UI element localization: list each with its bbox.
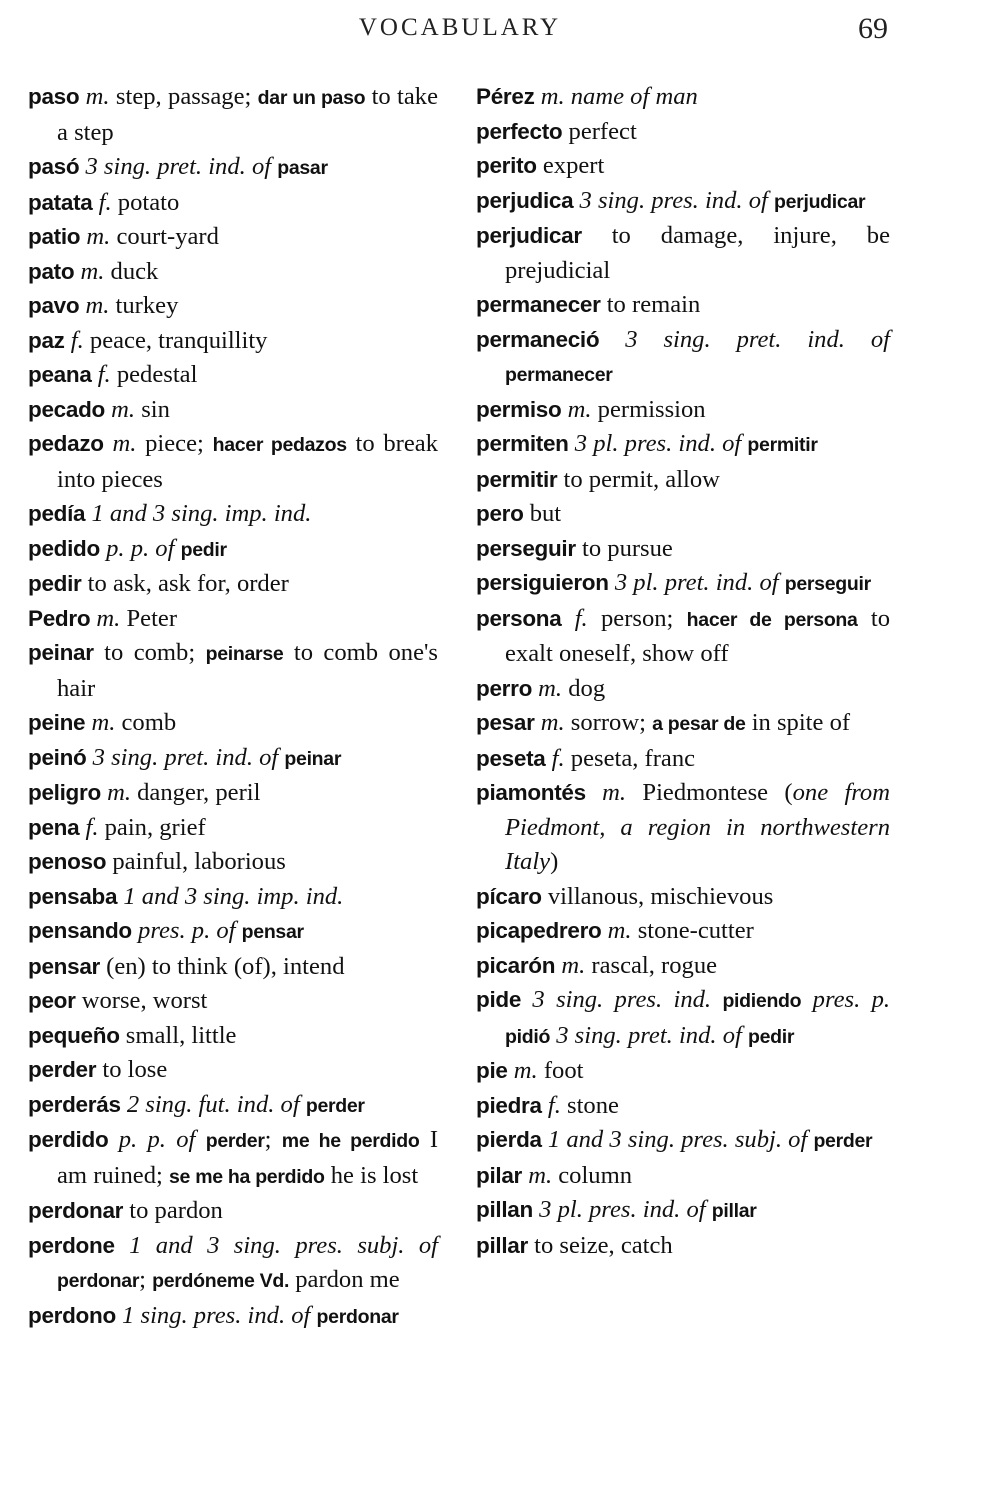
- vocabulary-entry: [28, 950, 438, 985]
- entry-definition-text: to damage, injure, be prejudicial: [505, 222, 890, 284]
- entry-headword: perfecto: [476, 118, 563, 144]
- entry-headword: pierda: [476, 1127, 542, 1152]
- vocabulary-entry: [28, 880, 438, 915]
- entry-definition-text: [801, 986, 812, 1013]
- entry-grammar-note: m.: [111, 395, 136, 423]
- entry-headword: pie: [476, 1058, 508, 1083]
- entry-grammar-note: 3 pl. pres. ind. of: [574, 430, 742, 457]
- entry-headword: Pérez: [476, 84, 535, 109]
- entry-grammar-note: m.: [86, 223, 111, 250]
- entry-definition-text: dog: [562, 674, 606, 702]
- entry-headword: pensar: [28, 953, 100, 979]
- entry-headword: perro: [476, 675, 533, 701]
- entry-grammar-note: 1 and 3 sing. pres. subj. of: [547, 1126, 808, 1153]
- vocabulary-entry: [28, 289, 438, 324]
- entry-definition-text: but: [523, 500, 562, 527]
- entry-grammar-note: f.: [70, 326, 84, 354]
- vocabulary-entry: [28, 567, 438, 602]
- entry-definition-text: peseta, franc: [564, 744, 696, 772]
- entry-grammar-note: 3 pl. pret. ind. of: [614, 569, 779, 596]
- vocabulary-entry: [476, 602, 890, 672]
- entry-bold-term: dar un paso: [257, 87, 366, 109]
- entry-headword: patata: [28, 189, 93, 215]
- vocabulary-entry: [28, 497, 438, 532]
- entry-headword: Pedro: [28, 605, 91, 631]
- entry-grammar-note: m.: [107, 779, 131, 806]
- entry-headword: perseguir: [476, 535, 576, 561]
- vocabulary-entry: [476, 219, 890, 288]
- entry-grammar-note: one from Piedmont, a region in northwestern Italy: [505, 779, 890, 875]
- vocabulary-entry: [28, 393, 438, 428]
- entry-headword: pilar: [476, 1162, 523, 1188]
- entry-definition-text: column: [552, 1161, 633, 1189]
- entry-grammar-note: 2 sing. fut. ind. of: [126, 1090, 300, 1118]
- entry-grammar-note: f.: [98, 188, 112, 216]
- entry-headword: picarón: [476, 952, 556, 978]
- entry-grammar-note: 1 and 3 sing. imp. ind.: [91, 500, 312, 527]
- entry-definition-text: he is lost: [324, 1161, 419, 1189]
- entry-grammar-note: m.: [540, 709, 565, 736]
- entry-bold-term: perder: [305, 1094, 365, 1117]
- entry-headword: permiso: [476, 396, 562, 422]
- entry-headword: permanecer: [476, 292, 601, 317]
- vocabulary-entry: [476, 149, 890, 184]
- entry-definition-text: [561, 605, 574, 632]
- entry-grammar-note: m.: [561, 951, 586, 979]
- entry-definition-text: villanous, mischievous: [541, 882, 774, 910]
- entry-headword: pícaro: [476, 883, 542, 909]
- vocabulary-column-left: [28, 80, 438, 1334]
- vocabulary-entry: [476, 776, 890, 880]
- entry-grammar-note: f.: [547, 1091, 561, 1119]
- entry-bold-term: perdonar: [316, 1305, 399, 1328]
- vocabulary-entry: [28, 150, 438, 186]
- entry-bold-term: se me ha perdido: [169, 1165, 325, 1188]
- vocabulary-entry: [28, 1019, 438, 1054]
- entry-definition-text: perfect: [562, 117, 637, 145]
- vocabulary-entry: [28, 1299, 438, 1335]
- entry-grammar-note: m.: [607, 917, 632, 944]
- running-head: VOCABULARY: [358, 18, 562, 41]
- entry-bold-term: pedir: [747, 1025, 795, 1048]
- vocabulary-entry: [476, 566, 890, 602]
- entry-definition-text: to comb one's hair: [57, 639, 438, 702]
- entry-definition-text: ;: [139, 1266, 153, 1293]
- entry-headword: paz: [28, 327, 65, 353]
- entry-definition-text: to seize, catch: [527, 1231, 673, 1259]
- entry-bold-term: pidiendo: [722, 990, 802, 1012]
- vocabulary-entry: [476, 914, 890, 949]
- entry-definition-text: court-yard: [110, 223, 219, 250]
- entry-definition-text: [599, 326, 625, 353]
- entry-definition-text: [115, 1232, 129, 1259]
- entry-grammar-note: 3 sing. pres. ind. of: [579, 186, 768, 214]
- entry-definition-text: piece;: [136, 430, 213, 457]
- vocabulary-entry: [28, 1053, 438, 1088]
- entry-definition-text: Piedmontese (: [626, 779, 793, 806]
- entry-headword: peligro: [28, 780, 101, 805]
- entry-bold-term: perder: [813, 1130, 873, 1152]
- vocabulary-entry: [476, 880, 890, 915]
- vocabulary-entry: [476, 1089, 890, 1124]
- vocabulary-entry: [476, 288, 890, 323]
- vocabulary-entry: [476, 115, 890, 150]
- entry-bold-term: peinarse: [205, 643, 284, 665]
- entry-headword: pecado: [28, 396, 105, 422]
- entry-headword: peinar: [28, 640, 94, 665]
- entry-definition-text: step, passage;: [109, 83, 258, 110]
- vocabulary-entry: [28, 324, 438, 359]
- entry-headword: perito: [476, 153, 537, 178]
- entry-headword: perdone: [28, 1232, 115, 1258]
- entry-grammar-note: f.: [97, 361, 111, 388]
- entry-bold-term: a pesar de: [652, 713, 746, 735]
- entry-grammar-note: 1 and 3 sing. pres. subj. of: [129, 1231, 438, 1259]
- entry-definition-text: to comb;: [93, 639, 206, 666]
- page-number: 69: [858, 18, 888, 45]
- entry-headword: permiten: [476, 431, 569, 456]
- entry-grammar-note: pres. p. of: [138, 917, 236, 944]
- entry-definition-text: [521, 986, 532, 1013]
- entry-definition-text: stone: [560, 1091, 619, 1119]
- vocabulary-entry: [28, 845, 438, 880]
- entry-headword: peana: [28, 362, 92, 387]
- entry-grammar-note: m. name of man: [540, 83, 698, 110]
- entry-headword: perdido: [28, 1127, 109, 1152]
- entry-bold-term: hacer pedazos: [212, 434, 347, 456]
- vocabulary-entry: [28, 776, 438, 811]
- entry-headword: pero: [476, 501, 524, 526]
- entry-definition-text: to pursue: [575, 534, 673, 562]
- entry-headword: pato: [28, 258, 75, 284]
- entry-grammar-note: 3 sing. pret. ind. of: [92, 743, 279, 771]
- entry-bold-term: perjudicar: [774, 190, 866, 213]
- entry-bold-term: pedir: [180, 538, 227, 561]
- entry-grammar-note: m.: [96, 604, 121, 632]
- vocabulary-entry: [476, 80, 890, 115]
- entry-grammar-note: f.: [574, 604, 588, 632]
- entry-headword: pedía: [28, 501, 86, 526]
- entry-definition-text: turkey: [109, 292, 179, 319]
- entry-headword: piamontés: [476, 780, 586, 805]
- vocabulary-entry: [476, 463, 890, 498]
- entry-bold-term: pasar: [277, 157, 328, 179]
- entry-definition-text: to break into pieces: [57, 430, 438, 493]
- vocabulary-entry: [476, 1229, 890, 1264]
- entry-bold-term: perseguir: [784, 573, 871, 595]
- vocabulary-entry: [476, 532, 890, 567]
- entry-headword: paso: [28, 84, 80, 109]
- entry-grammar-note: p. p. of: [118, 1126, 196, 1153]
- entry-bold-term: perdonar: [57, 1270, 140, 1292]
- vocabulary-entry: [28, 532, 438, 568]
- entry-grammar-note: 3 sing. pret. ind. of: [625, 325, 890, 353]
- entry-headword: patio: [28, 224, 81, 249]
- entry-headword: peseta: [476, 745, 546, 771]
- vocabulary-entry: [28, 186, 438, 221]
- entry-grammar-note: m.: [112, 430, 137, 457]
- entry-definition-text: permission: [591, 395, 706, 423]
- entry-bold-term: peinar: [284, 747, 342, 770]
- entry-bold-term: pillar: [711, 1200, 757, 1222]
- entry-headword: perderás: [28, 1091, 121, 1117]
- entry-grammar-note: 1 sing. pres. ind. of: [122, 1301, 311, 1329]
- entry-bold-term: permanecer: [505, 364, 613, 386]
- entry-grammar-note: m.: [528, 1161, 553, 1189]
- entry-definition-text: foot: [537, 1057, 584, 1084]
- entry-definition-text: pedestal: [110, 361, 198, 388]
- entry-definition-text: comb: [115, 709, 177, 736]
- vocabulary-entry: [476, 1159, 890, 1194]
- entry-headword: pasó: [28, 154, 80, 179]
- entry-definition-text: [711, 986, 722, 1013]
- vocabulary-entry: [28, 914, 438, 950]
- entry-grammar-note: 3 sing. pret. ind. of: [85, 153, 272, 180]
- entry-definition-text: small, little: [119, 1021, 237, 1049]
- entry-headword: peinó: [28, 744, 87, 770]
- vocabulary-entry: [476, 742, 890, 777]
- entry-headword: pedir: [28, 571, 82, 596]
- page-header: [0, 18, 1000, 52]
- entry-grammar-note: 3 sing. pres. ind.: [532, 986, 712, 1013]
- entry-headword: pesar: [476, 710, 535, 735]
- vocabulary-entry: [476, 1054, 890, 1089]
- vocabulary-entry: [28, 427, 438, 497]
- vocabulary-entry: [476, 184, 890, 220]
- entry-definition-text: I am ruined;: [57, 1126, 439, 1189]
- entry-headword: pensaba: [28, 883, 118, 909]
- entry-grammar-note: m.: [567, 395, 592, 423]
- entry-definition-text: to permit, allow: [557, 465, 720, 493]
- entry-bold-term: me he perdido: [281, 1130, 420, 1152]
- vocabulary-entry: [28, 741, 438, 777]
- entry-headword: perdono: [28, 1302, 116, 1328]
- entry-headword: perdonar: [28, 1198, 124, 1223]
- vocabulary-entry: [28, 1088, 438, 1124]
- entry-definition-text: ): [550, 848, 559, 875]
- vocabulary-entry: [476, 393, 890, 428]
- entry-grammar-note: pres. p.: [812, 986, 891, 1013]
- vocabulary-entry: [476, 706, 890, 742]
- entry-grammar-note: p. p. of: [106, 534, 175, 562]
- entry-headword: perjudica: [476, 187, 574, 213]
- vocabulary-entry: [476, 672, 890, 707]
- vocabulary-entry: [476, 323, 890, 393]
- entry-headword: pena: [28, 814, 80, 840]
- vocabulary-column-right: [476, 80, 890, 1263]
- entry-headword: pillar: [476, 1232, 528, 1258]
- vocabulary-entry: [28, 255, 438, 290]
- entry-bold-term: permitir: [747, 434, 818, 456]
- entry-grammar-note: m.: [91, 709, 116, 736]
- entry-definition-text: pardon me: [289, 1266, 400, 1293]
- entry-definition-text: to lose: [96, 1056, 168, 1083]
- entry-bold-term: pidió: [505, 1025, 551, 1048]
- vocabulary-entry: [28, 1229, 438, 1299]
- entry-grammar-note: m.: [513, 1057, 538, 1084]
- entry-definition-text: (en) to think (of), intend: [99, 952, 345, 980]
- entry-definition-text: person;: [587, 604, 687, 632]
- vocabulary-entry: [28, 220, 438, 255]
- vocabulary-entry: [476, 1123, 890, 1159]
- entry-definition-text: duck: [104, 257, 159, 285]
- entry-bold-term: hacer de persona: [686, 608, 858, 631]
- entry-definition-text: to pardon: [123, 1197, 223, 1224]
- entry-definition-text: stone-cutter: [631, 917, 754, 944]
- vocabulary-entry: [28, 811, 438, 846]
- vocabulary-entry: [28, 1194, 438, 1229]
- entry-definition-text: pain, grief: [98, 813, 206, 841]
- entry-headword: peor: [28, 988, 76, 1013]
- entry-headword: picapedrero: [476, 918, 602, 943]
- entry-grammar-note: m.: [538, 674, 563, 702]
- entry-definition-text: [195, 1126, 205, 1153]
- vocabulary-entry: [476, 427, 890, 463]
- entry-headword: perjudicar: [476, 223, 582, 248]
- entry-definition-text: danger, peril: [130, 779, 261, 806]
- entry-definition-text: to take a step: [57, 83, 439, 146]
- entry-grammar-note: 1 and 3 sing. imp. ind.: [123, 882, 344, 910]
- entry-headword: persona: [476, 605, 562, 631]
- vocabulary-entry: [28, 602, 438, 637]
- entry-definition-text: in spite of: [745, 709, 851, 736]
- vocabulary-entry: [28, 1123, 438, 1194]
- entry-bold-term: perdóneme Vd.: [152, 1270, 290, 1292]
- entry-definition-text: worse, worst: [75, 987, 208, 1014]
- vocabulary-entry: [28, 984, 438, 1019]
- entry-grammar-note: 3 sing. pret. ind. of: [556, 1021, 742, 1049]
- entry-headword: penoso: [28, 849, 107, 874]
- entry-definition-text: [108, 1126, 118, 1153]
- entry-grammar-note: m.: [85, 83, 110, 110]
- entry-definition-text: [586, 779, 602, 806]
- entry-grammar-note: f.: [85, 813, 99, 841]
- vocabulary-entry: [28, 636, 438, 706]
- entry-headword: pillan: [476, 1197, 533, 1222]
- entry-headword: perder: [28, 1057, 97, 1082]
- entry-headword: permaneció: [476, 326, 600, 352]
- entry-definition-text: sorrow;: [564, 709, 653, 736]
- vocabulary-entry: [28, 706, 438, 741]
- entry-headword: pedazo: [28, 431, 104, 456]
- entry-bold-term: perder: [205, 1130, 265, 1152]
- entry-headword: piedra: [476, 1092, 542, 1118]
- entry-definition-text: rascal, rogue: [585, 951, 718, 979]
- vocabulary-entry: [476, 949, 890, 984]
- entry-definition-text: painful, laborious: [106, 848, 286, 875]
- entry-headword: pedido: [28, 535, 100, 561]
- entry-headword: persiguieron: [476, 570, 609, 595]
- vocabulary-entry: [28, 358, 438, 393]
- entry-definition-text: ;: [264, 1126, 282, 1153]
- entry-definition-text: to ask, ask for, order: [81, 570, 289, 597]
- entry-grammar-note: m.: [80, 257, 105, 285]
- vocabulary-entry: [476, 983, 890, 1054]
- entry-definition-text: sin: [135, 395, 170, 423]
- entry-definition-text: to remain: [600, 291, 701, 318]
- entry-definition-text: potato: [111, 188, 180, 216]
- entry-definition-text: peace, tranquillity: [83, 326, 268, 354]
- entry-grammar-note: f.: [551, 744, 565, 772]
- entry-headword: peine: [28, 710, 86, 735]
- entry-headword: permitir: [476, 466, 558, 492]
- entry-definition-text: expert: [536, 152, 605, 179]
- entry-definition-text: Peter: [120, 604, 178, 632]
- entry-grammar-note: m.: [85, 292, 110, 319]
- vocabulary-entry: [476, 497, 890, 532]
- entry-definition-text: to exalt oneself, show off: [505, 604, 890, 667]
- entry-headword: pavo: [28, 293, 80, 318]
- entry-bold-term: pensar: [241, 921, 304, 943]
- entry-headword: pensando: [28, 918, 132, 943]
- entry-grammar-note: m.: [602, 779, 627, 806]
- entry-grammar-note: 3 pl. pres. ind. of: [539, 1196, 706, 1223]
- entry-headword: pequeño: [28, 1022, 120, 1048]
- entry-headword: pide: [476, 987, 522, 1012]
- vocabulary-entry: [476, 1193, 890, 1229]
- vocabulary-entry: [28, 80, 438, 150]
